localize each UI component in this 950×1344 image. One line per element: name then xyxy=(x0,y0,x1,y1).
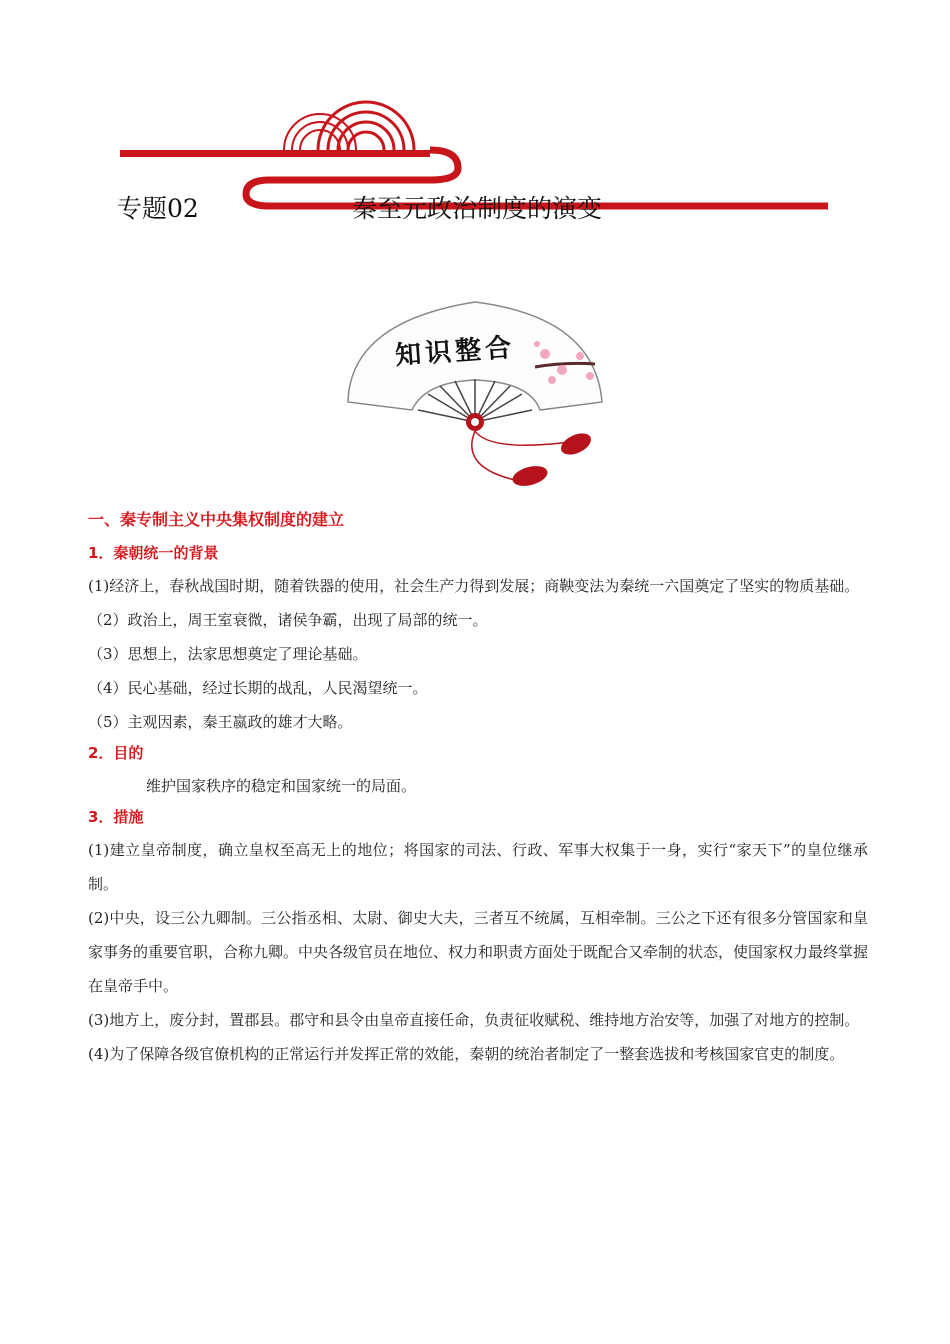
knowledge-integration-label: 知识整合 xyxy=(394,332,517,372)
paragraph: (4)为了保障各级官僚机构的正常运行并发挥正常的效能，秦朝的统治者制定了一整套选拔和考核国家官吏的制度。 xyxy=(88,1045,845,1063)
paragraph: （5）主观因素，秦王嬴政的雄才大略。 xyxy=(88,713,353,731)
paragraph: (1)经济上，春秋战国时期，随着铁器的使用，社会生产力得到发展；商鞅变法为秦统一六国奠定了坚实的物质基础。 xyxy=(88,577,860,595)
paragraph: (1)建立皇帝制度，确立皇权至高无上的地位；将国家的司法、行政、军事大权集于一身，实行“家天下”的皇位继承制。 xyxy=(88,841,868,893)
subsection-heading-background: 1．秦朝统一的背景 xyxy=(88,544,219,562)
paragraph: 维护国家秩序的稳定和国家统一的局面。 xyxy=(146,777,417,795)
paragraph: (3)地方上，废分封，置郡县。郡守和县令由皇帝直接任命，负责征收赋税、维持地方治安等，加强了对地方的控制。 xyxy=(88,1011,860,1029)
subsection-heading-purpose: 2．目的 xyxy=(88,744,144,762)
document-body xyxy=(88,505,868,1071)
paragraph: （3）思想上，法家思想奠定了理论基础。 xyxy=(88,645,368,663)
fan-illustration-icon xyxy=(340,292,610,492)
paragraph: （2）政治上，周王室衰微，诸侯争霸，出现了局部的统一。 xyxy=(88,611,488,629)
section-heading: 一、秦专制主义中央集权制度的建立 xyxy=(88,510,345,529)
paragraph: (2)中央，设三公九卿制。三公指丞相、太尉、御史大夫，三者互不统属，互相牵制。三公之下还有很多分管国家和皇家事务的重要官职，合称九卿。中央各级官员在地位、权力和职责方面处于既配合又牵制的状态，使国家权力最终掌握在皇帝手中。 xyxy=(88,909,869,995)
subsection-heading-measures: 3．措施 xyxy=(88,808,144,826)
page-title: 秦至元政治制度的演变 xyxy=(352,194,603,223)
paragraph: （4）民心基础，经过长期的战乱，人民渴望统一。 xyxy=(88,679,428,697)
topic-number: 专题02 xyxy=(117,194,199,223)
